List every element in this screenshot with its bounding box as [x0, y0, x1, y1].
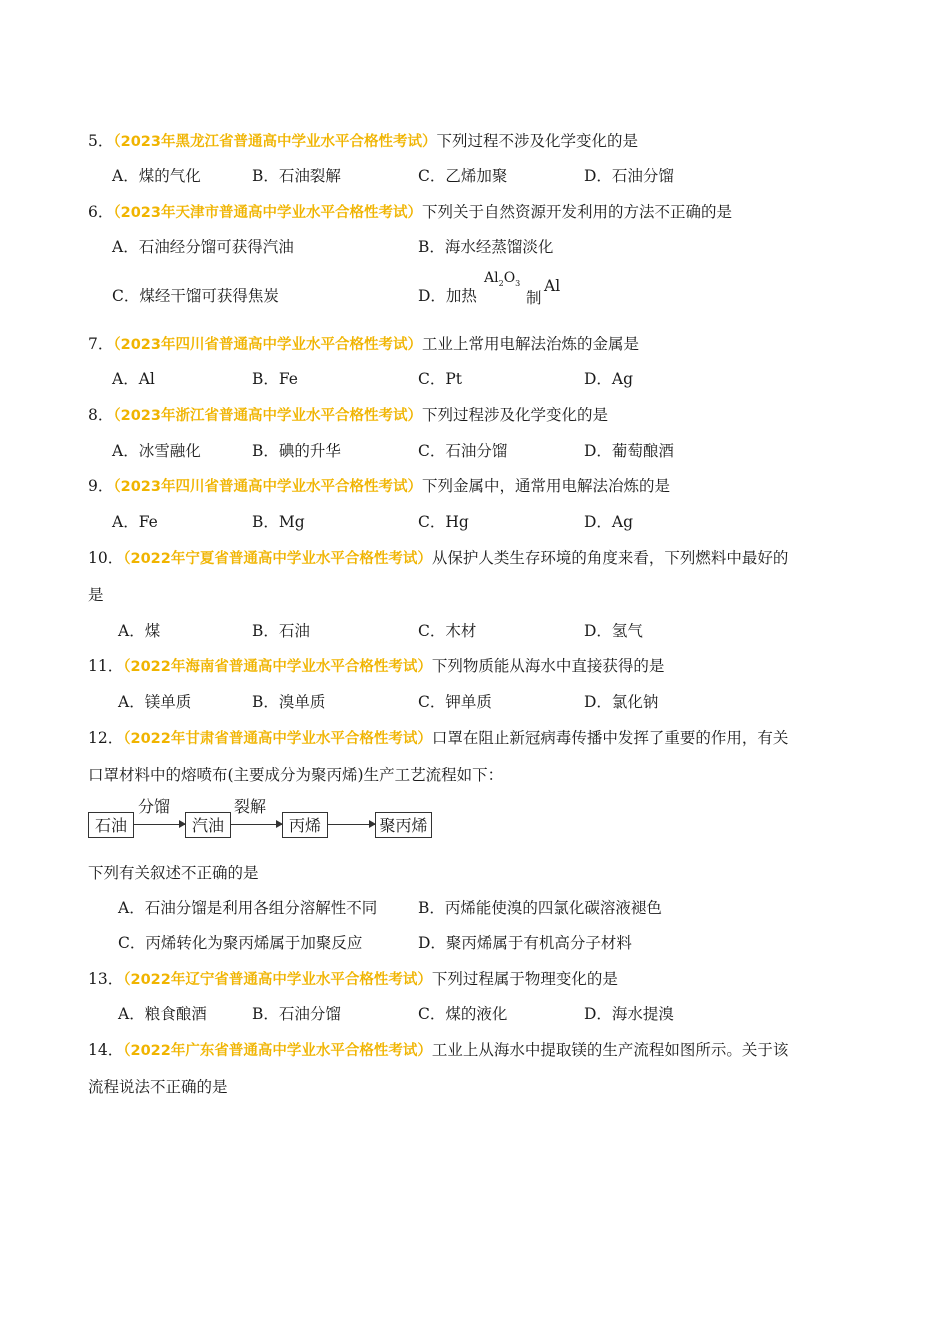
question-stem-continued: 下列有关叙述不正确的是	[88, 864, 259, 882]
question-8	[88, 405, 608, 426]
question-number: 9．	[88, 477, 114, 495]
question-number: 5．	[88, 132, 114, 150]
question-number: 6．	[88, 203, 114, 221]
question-5	[88, 131, 638, 152]
option-a: A．石油分馏是利用各组分溶解性不同	[118, 899, 378, 917]
flow-box-propylene: 丙烯	[282, 812, 328, 838]
question-number: 14．	[88, 1041, 124, 1059]
option-d: D．海水提溴	[584, 1005, 674, 1023]
question-stem: 下列金属中，通常用电解法冶炼的是	[421, 477, 670, 495]
option-d: D．加热	[418, 287, 477, 305]
option-b: B．石油	[252, 622, 310, 640]
option-b: B．Fe	[252, 370, 298, 388]
question-stem: 口罩在阻止新冠病毒传播中发挥了重要的作用，有关	[431, 729, 789, 747]
option-d: D．氢气	[584, 622, 643, 640]
flow-box-polypropylene: 聚丙烯	[375, 812, 432, 838]
flow-box-crude-oil: 石油	[88, 812, 134, 838]
question-6	[88, 202, 732, 223]
formula-al: Al	[544, 277, 561, 295]
option-d: D．氯化钠	[584, 693, 659, 711]
question-number: 10．	[88, 549, 124, 567]
question-stem: 下列过程不涉及化学变化的是	[436, 132, 638, 150]
question-source: （2023年黑龙江省普通高中学业水平合格性考试）	[113, 134, 437, 150]
question-13	[88, 969, 618, 990]
option-b: B．溴单质	[252, 693, 326, 711]
question-stem-continued: 是	[88, 586, 104, 604]
question-9	[88, 476, 670, 497]
question-source: （2022年海南省普通高中学业水平合格性考试）	[123, 659, 432, 675]
option-b: B．丙烯能使溴的四氯化碳溶液褪色	[418, 899, 662, 917]
question-number: 8．	[88, 406, 114, 424]
option-c: C．钾单质	[418, 693, 492, 711]
flow-arrow	[231, 824, 282, 825]
question-7	[88, 334, 639, 355]
option-b: B．海水经蒸馏淡化	[418, 238, 554, 256]
option-a: A．粮食酿酒	[118, 1005, 207, 1023]
question-number: 7．	[88, 335, 114, 353]
option-c: C．煤的液化	[418, 1005, 508, 1023]
question-number: 12．	[88, 729, 124, 747]
formula-al2o3: $Al_2O_3$	[484, 270, 521, 288]
option-c: C．Hg	[418, 513, 469, 531]
question-number: 13．	[88, 970, 124, 988]
process-flow-diagram	[88, 797, 448, 845]
question-number: 11．	[88, 657, 124, 675]
question-stem-continued: 口罩材料中的熔喷布(主要成分为聚丙烯)生产工艺流程如下：	[88, 766, 504, 784]
question-stem: 下列关于自然资源开发利用的方法不正确的是	[421, 203, 732, 221]
option-a: A．煤的气化	[112, 167, 201, 185]
flow-arrow	[328, 824, 375, 825]
option-c: C．Pt	[418, 370, 463, 388]
option-a: A．煤	[118, 622, 161, 640]
option-c: C．煤经干馏可获得焦炭	[112, 287, 279, 305]
question-stem: 下列过程属于物理变化的是	[431, 970, 618, 988]
question-source: （2023年天津市普通高中学业水平合格性考试）	[113, 205, 422, 221]
question-stem: 下列物质能从海水中直接获得的是	[431, 657, 665, 675]
question-source: （2022年宁夏省普通高中学业水平合格性考试）	[123, 551, 432, 567]
question-source: （2023年四川省普通高中学业水平合格性考试）	[113, 479, 422, 495]
option-b: B．碘的升华	[252, 442, 341, 460]
question-14	[88, 1040, 788, 1061]
question-source: （2022年辽宁省普通高中学业水平合格性考试）	[123, 972, 432, 988]
option-d: D．聚丙烯属于有机高分子材料	[418, 934, 632, 952]
question-stem: 下列过程涉及化学变化的是	[421, 406, 608, 424]
option-a: A．Fe	[112, 513, 158, 531]
flow-label-fractionation: 分馏	[138, 797, 171, 816]
option-d: D．葡萄酿酒	[584, 442, 674, 460]
question-stem: 工业上从海水中提取镁的生产流程如图所示。关于该	[431, 1041, 789, 1059]
option-c: C．木材	[418, 622, 477, 640]
option-d: D．Ag	[584, 513, 634, 531]
flow-arrow	[134, 824, 185, 825]
question-source: （2023年浙江省普通高中学业水平合格性考试）	[113, 408, 422, 424]
flow-box-gasoline: 汽油	[185, 812, 231, 838]
question-source: （2022年广东省普通高中学业水平合格性考试）	[123, 1043, 432, 1059]
question-source: （2022年甘肃省普通高中学业水平合格性考试）	[123, 731, 432, 747]
question-stem: 工业上常用电解法治炼的金属是	[421, 335, 639, 353]
question-stem: 从保护人类生存环境的角度来看，下列燃料中最好的	[431, 549, 789, 567]
question-12	[88, 728, 788, 749]
option-a: A．Al	[112, 370, 155, 388]
question-10	[88, 548, 788, 569]
option-a: A．镁单质	[118, 693, 192, 711]
option-a: A．冰雪融化	[112, 442, 201, 460]
option-b: B．石油裂解	[252, 167, 341, 185]
option-c: C．乙烯加聚	[418, 167, 508, 185]
flow-label-cracking: 裂解	[234, 797, 267, 816]
option-a: A．石油经分馏可获得汽油	[112, 238, 294, 256]
option-d: D．石油分馏	[584, 167, 674, 185]
option-b: B．Mg	[252, 513, 305, 531]
option-c: C．石油分馏	[418, 442, 508, 460]
question-stem-continued: 流程说法不正确的是	[88, 1078, 228, 1096]
option-b: B．石油分馏	[252, 1005, 341, 1023]
option-d: D．Ag	[584, 370, 634, 388]
question-11	[88, 656, 664, 677]
option-c: C．丙烯转化为聚丙烯属于加聚反应	[118, 934, 363, 952]
question-source: （2023年四川省普通高中学业水平合格性考试）	[113, 337, 422, 353]
formula-zhi: 制	[526, 289, 542, 307]
